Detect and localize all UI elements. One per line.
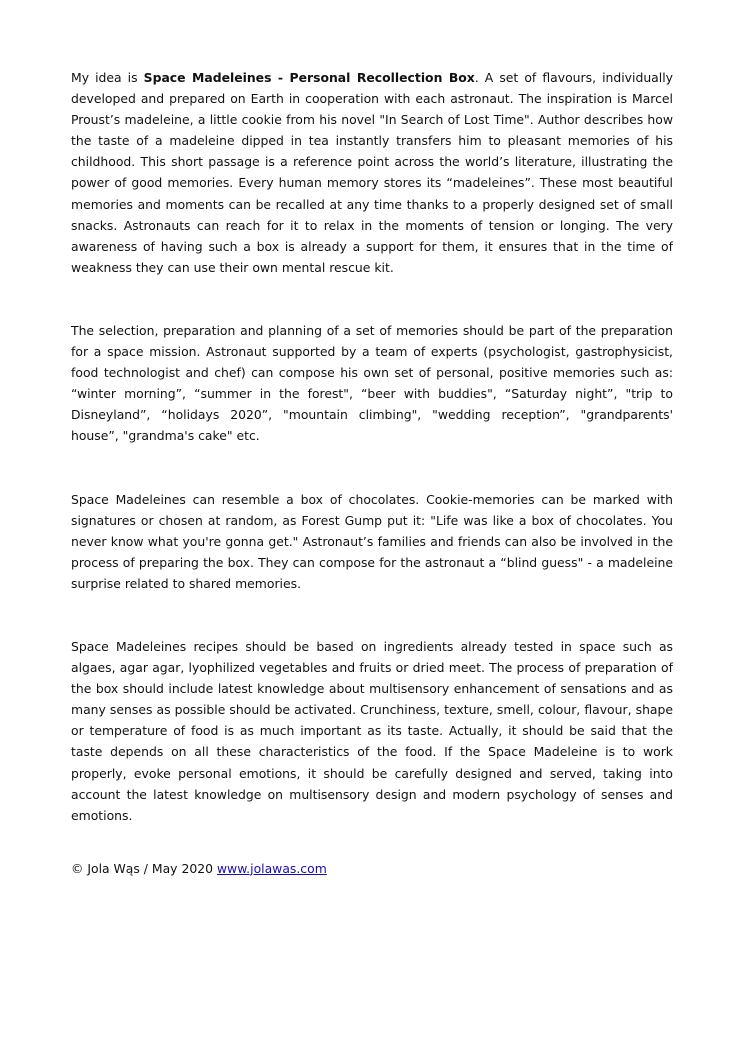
paragraph-idea: [71, 67, 673, 278]
website-link[interactable]: www.jolawas.com: [216, 860, 327, 876]
footer-credit: [71, 858, 673, 879]
paragraph-idea-body: . A set of flavours, individually developed and prepared on Earth in cooperation with each astronaut. The inspiration is Marcel Proust’s madeleine, a little cookie from his novel "In Search of Lost Time". Author describes how the taste of a madeleine dipped in tea instantly transfers him to pleasant memories of his childhood. This short passage is a reference point across the world’s literature, illustrating the power of good memories. Every human memory stores its “madeleines”. These most beautiful memories and moments can be recalled at any time thanks to a properly designed set of small snacks. Astronauts can reach for it to relax in the moments of tension or longing. The very awareness of having such a box is already a support for them, it ensures that in the time of weakness they can use their own mental rescue kit.: [71, 70, 673, 275]
paragraph-selection: The selection, preparation and planning of a set of memories should be part of the preparation for a space mission. Astronaut supported by a team of experts (psychologist, gastrophysicist, food technologist and chef) can compose his own set of personal, positive memories such as: “winter morning”, “summer in the forest", “beer with buddies", “Saturday night”, "trip to Disneyland”, “holidays 2020”, "mountain climbing", "wedding reception”, "grandparents' house”, "grandma's cake" etc.: [71, 322, 673, 444]
footer-credit-text: © Jola Wąs / May 2020: [71, 860, 217, 876]
paragraph-box-of-chocolates: Space Madeleines can resemble a box of chocolates. Cookie-memories can be marked with signatures or chosen at random, as Forest Gump put it: "Life was like a box of chocolates. You never know what you're gonna get." Astronaut’s families and friends can also be involved in the process of preparing the box. They can compose for the astronaut a “blind guess" - a madeleine surprise related to shared memories.: [71, 491, 673, 591]
project-title: Space Madeleines - Personal Recollection Box: [143, 70, 475, 85]
document-page: [71, 67, 673, 879]
paragraph-recipes: Space Madeleines recipes should be based on ingredients already tested in space such as algaes, agar agar, lyophilized vegetables and fruits or dried meet. The process of preparation of the box should include latest knowledge about multisensory enhancement of sensations and as many senses as possible should be activated. Crunchiness, texture, smell, colour, flavour, shape or temperature of food is as much important as its taste. Actually, it should be said that the taste depends on all these characteristics of the food. If the Space Madeleine is to work properly, evoke personal emotions, it should be carefully designed and served, taking into account the latest knowledge on multisensory design and modern psychology of senses and emotions.: [71, 638, 673, 823]
paragraph-idea-intro: My idea is: [71, 70, 144, 85]
